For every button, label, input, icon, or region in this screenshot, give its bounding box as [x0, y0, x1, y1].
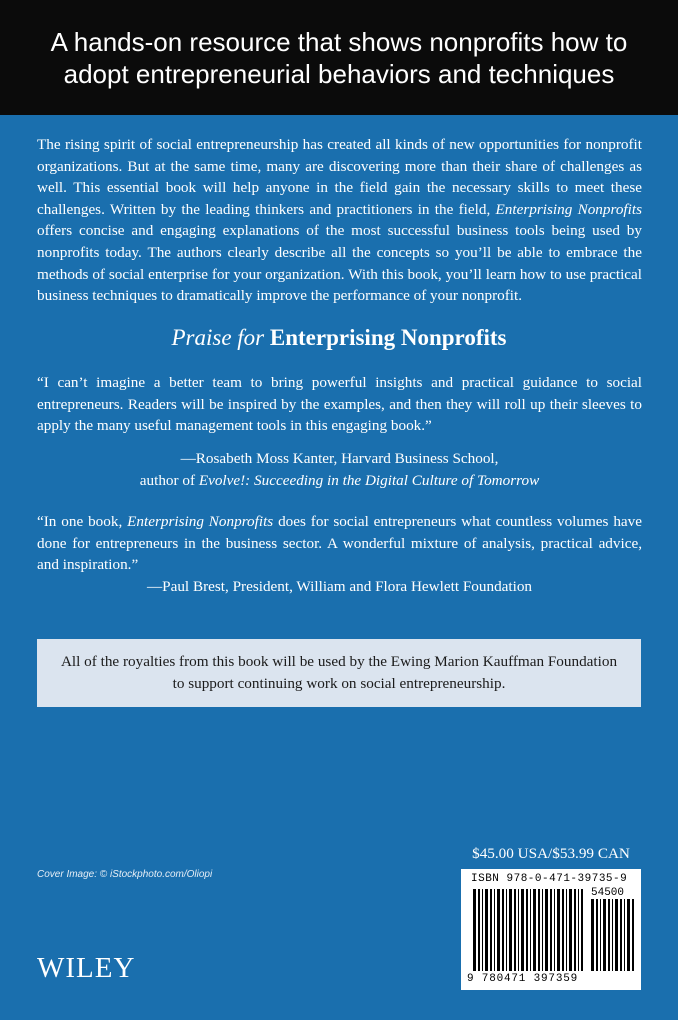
royalty-notice-box: [37, 639, 641, 707]
barcode-block: [461, 869, 641, 990]
ean-barcode-graphic: [473, 889, 583, 971]
tagline: A hands-on resource that shows nonprofits how to adopt entrepreneurial behaviors and techniques: [50, 26, 628, 89]
ean-number: 9 780471 397359: [467, 973, 579, 985]
testimonial-2: [37, 511, 642, 576]
cover-image-credit: Cover Image: © iStockphoto.com/Oliopi: [37, 869, 213, 880]
supplement-barcode-graphic: [591, 899, 635, 971]
testimonial-2-pre: “In one book,: [37, 513, 128, 530]
praise-book-title: Enterprising Nonprofits: [269, 325, 507, 350]
price-code: 54500: [591, 887, 625, 899]
attribution-1-line1: —Rosabeth Moss Kanter, Harvard Business School,: [180, 450, 499, 467]
description-text-2: offers concise and engaging explanations of the most successful business tools being used by nonprofits today. The authors clearly describe all the concepts so you’ll be able to embrace the methods of social enterprise for your organization. With this book, you’ll learn how to use practical business techniques to dramatically improve the performance of your nonprofit.: [37, 222, 642, 305]
testimonial-2-book-title: Enterprising Nonprofits: [127, 513, 274, 530]
attribution-1-line2: [37, 470, 642, 492]
isbn-text: ISBN 978-0-471-39735-9: [471, 873, 628, 885]
praise-prefix: Praise for: [171, 325, 265, 350]
price-label: $45.00 USA/$53.99 CAN: [472, 845, 630, 862]
testimonial-1: “I can’t imagine a better team to bring powerful insights and practical guidance to social entrepreneurs. Readers will be inspired by the examples, and then they will roll up their sleeves to apply the many useful management tools in this engaging book.”: [37, 374, 642, 435]
tagline-banner: [0, 0, 678, 115]
testimonial-2-post: does for social entrepreneurs what countless volumes have done for entrepreneurs in the business sector. A wonderful mixture of analysis, practical advice, and inspiration.”: [37, 513, 642, 574]
royalty-line2: to support continuing work on social entrepreneurship.: [172, 675, 506, 692]
testimonial-1-attribution: [37, 448, 642, 491]
description-paragraph: [37, 134, 642, 307]
praise-heading: [0, 325, 678, 351]
attribution-1-prefix: author of: [139, 471, 199, 489]
attribution-1-book: Evolve!: Succeeding in the Digital Culture of Tomorrow: [198, 471, 540, 489]
royalty-line1: All of the royalties from this book will be used by the Ewing Marion Kauffman Foundation: [60, 653, 618, 671]
testimonial-2-attribution: —Paul Brest, President, William and Flora Hewlett Foundation: [146, 578, 533, 595]
description-book-title: Enterprising Nonprofits: [495, 200, 642, 218]
description-text-1: The rising spirit of social entrepreneurship has created all kinds of new opportunities for nonprofit organizations. But at the same time, many are discovering more than their share of challenges as well. This essential book will help anyone in the field gain the necessary skills to meet these challenges. Written by the leading thinkers and practitioners in the field,: [37, 136, 642, 218]
publisher-logo: WILEY: [37, 952, 136, 984]
